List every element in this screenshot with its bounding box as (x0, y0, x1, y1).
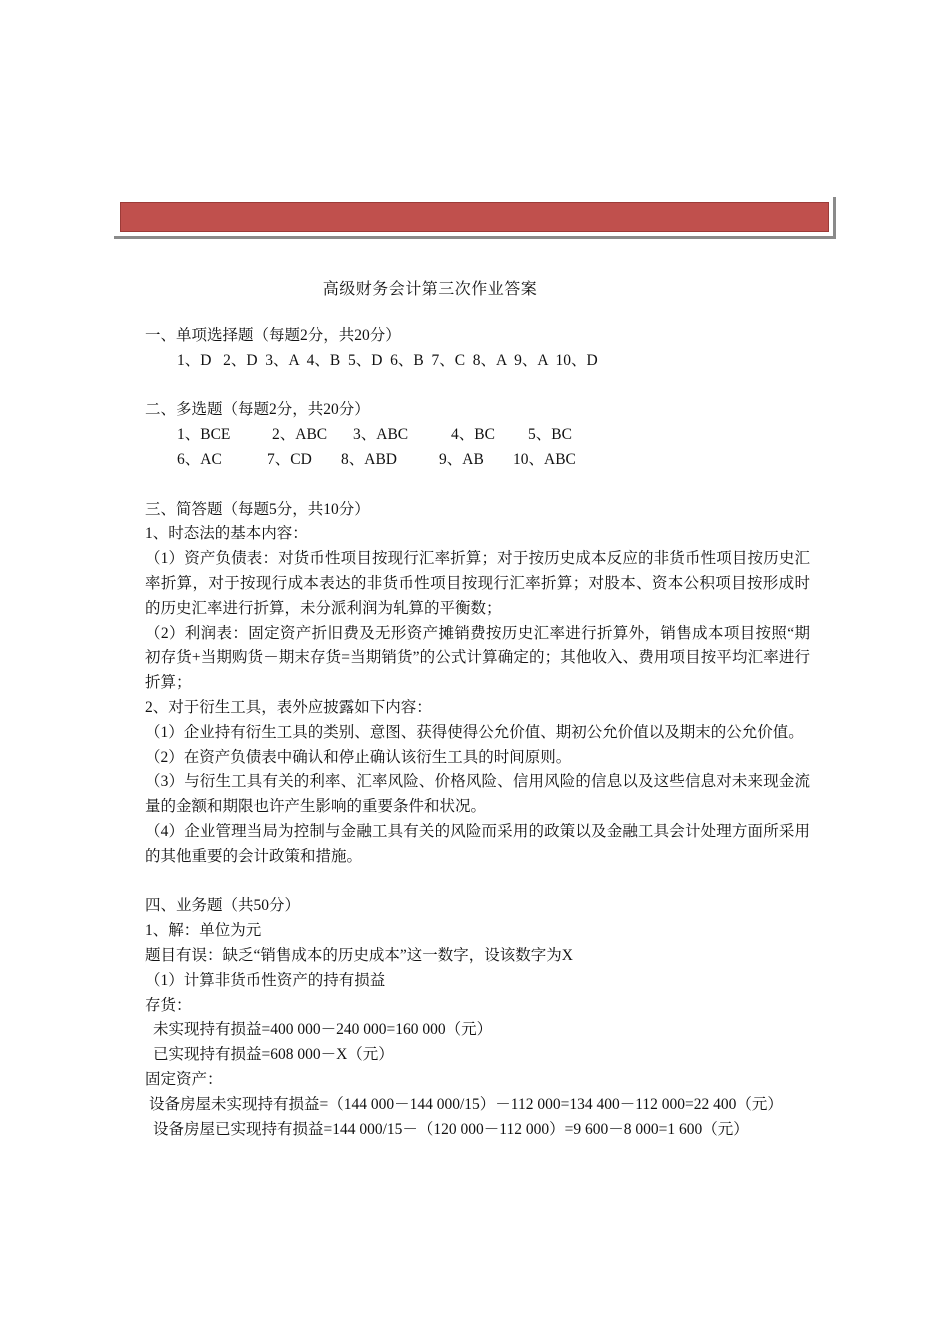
q1-paragraph-1: （1）资产负债表：对货币性项目按现行汇率折算；对于按历史成本反应的非货币性项目按历史汇率折算，对于按现行成本表达的非货币性项目按现行汇率折算；对股本、资本公积项目按形成时的历史汇率进行折算，未分派利润为轧算的平衡数； (145, 550, 810, 617)
answer-item: 8、ABD (341, 450, 397, 468)
q1-title: 1、时态法的基本内容： (145, 525, 308, 543)
header-banner-fill (120, 202, 829, 232)
solution-line: 已实现持有损益=608 000－X（元） (153, 1046, 394, 1064)
document-title: 高级财务会计第三次作业答案 (322, 281, 538, 298)
q2-paragraph-3: （3）与衍生工具有关的利率、汇率风险、价格风险、信用风险的信息以及这些信息对未来现金流量的金额和期限也许产生影响的重要条件和状况。 (145, 773, 810, 816)
solution-line: 设备房屋未实现持有损益=（144 000－144 000/15）－112 000=134 400－112 000=22 400（元） (149, 1095, 783, 1113)
solution-line: （1）计算非货币性资产的持有损益 (145, 971, 386, 989)
solution-line: 未实现持有损益=400 000－240 000=160 000（元） (153, 1021, 493, 1039)
section2-answers-row2 (145, 448, 810, 473)
section4-heading: 四、业务题（共50分） (145, 897, 301, 915)
section3-heading: 三、简答题（每题5分，共10分） (145, 500, 370, 518)
section2-answers-row1 (145, 423, 810, 448)
document-body (145, 324, 810, 1142)
answer-item: 2、ABC (272, 426, 328, 444)
section1-answers: 1、D 2、D 3、A 4、B 5、D 6、B 7、C 8、A 9、A 10、D (177, 351, 598, 369)
answer-item: 1、BCE (177, 426, 231, 444)
header-banner (114, 197, 836, 239)
answer-item: 7、CD (267, 450, 312, 468)
answer-item: 3、ABC (353, 426, 409, 444)
q2-paragraph-2: （2）在资产负债表中确认和停止确认该衍生工具的时间原则。 (145, 748, 572, 766)
solution-line: 设备房屋已实现持有损益=144 000/15－（120 000－112 000）=9 600－8 000=1 600（元） (153, 1120, 749, 1138)
q2-paragraph-1: （1）企业持有衍生工具的类别、意图、获得使得公允价值、期初公允价值以及期末的公允价值。 (145, 723, 804, 741)
q1-paragraph-2: （2）利润表：固定资产折旧费及无形资产摊销费按历史汇率进行折算外，销售成本项目按照“期初存货+当期购货－期末存货=当期销货”的公式计算确定的；其他收入、费用项目按平均汇率进行折算； (145, 624, 810, 692)
answer-item: 9、AB (439, 450, 484, 468)
q2-paragraph-4: （4）企业管理当局为控制与金融工具有关的风险而采用的政策以及金融工具会计处理方面所采用的其他重要的会计政策和措施。 (145, 822, 810, 865)
solution-line: 题目有误：缺乏“销售成本的历史成本”这一数字，设该数字为X (145, 946, 573, 964)
section1-heading: 一、单项选择题（每题2分，共20分） (145, 327, 401, 344)
answer-item: 4、BC (451, 426, 495, 444)
answer-item: 5、BC (528, 426, 572, 444)
solution-line: 存货： (145, 996, 192, 1014)
answer-item: 10、ABC (513, 450, 576, 468)
solution-line: 1、解：单位为元 (145, 922, 262, 940)
q2-title: 2、对于衍生工具，表外应披露如下内容： (145, 698, 432, 716)
answer-item: 6、AC (177, 450, 222, 468)
solution-line: 固定资产： (145, 1070, 223, 1088)
section2-heading: 二、多选题（每题2分，共20分） (145, 401, 370, 419)
